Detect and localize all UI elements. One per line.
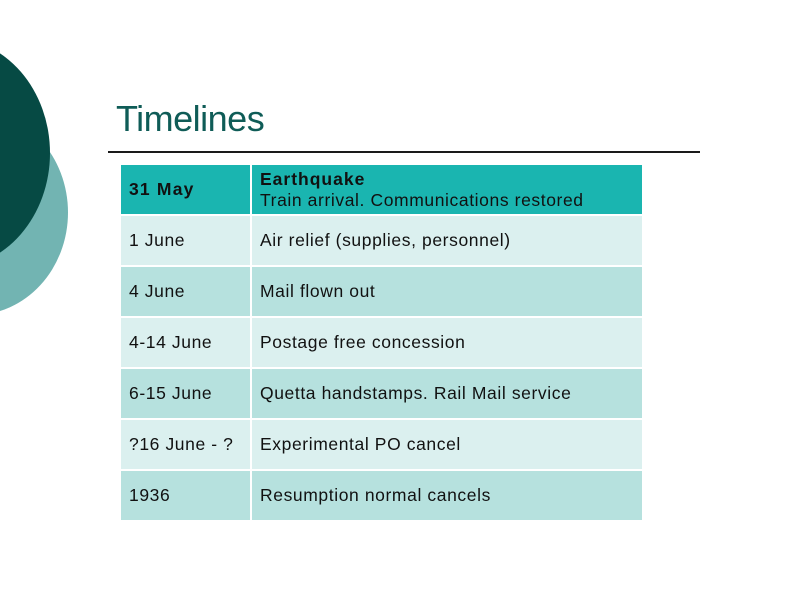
table-row [120, 317, 643, 368]
table-row [120, 470, 643, 521]
event-cell: Experimental PO cancel [251, 419, 643, 470]
event-cell: Mail flown out [251, 266, 643, 317]
title-divider [108, 151, 700, 153]
table-row [120, 368, 643, 419]
header-event-title: Earthquake [260, 168, 366, 189]
header-date-cell: 31 May [120, 164, 251, 215]
event-cell: Resumption normal cancels [251, 470, 643, 521]
table-row [120, 215, 643, 266]
event-cell: Postage free concession [251, 317, 643, 368]
slide-title: Timelines [116, 98, 265, 139]
table-row [120, 266, 643, 317]
date-cell: 1936 [120, 470, 251, 521]
timeline-table [119, 163, 644, 522]
event-cell: Quetta handstamps. Rail Mail service [251, 368, 643, 419]
header-event-detail: Train arrival. Communications restored [260, 189, 584, 210]
header-event-cell [251, 164, 643, 215]
date-cell: 6-15 June [120, 368, 251, 419]
table-header-row [120, 164, 643, 215]
date-cell: ?16 June - ? [120, 419, 251, 470]
event-cell: Air relief (supplies, personnel) [251, 215, 643, 266]
date-cell: 4 June [120, 266, 251, 317]
date-cell: 4-14 June [120, 317, 251, 368]
date-cell: 1 June [120, 215, 251, 266]
table-row [120, 419, 643, 470]
